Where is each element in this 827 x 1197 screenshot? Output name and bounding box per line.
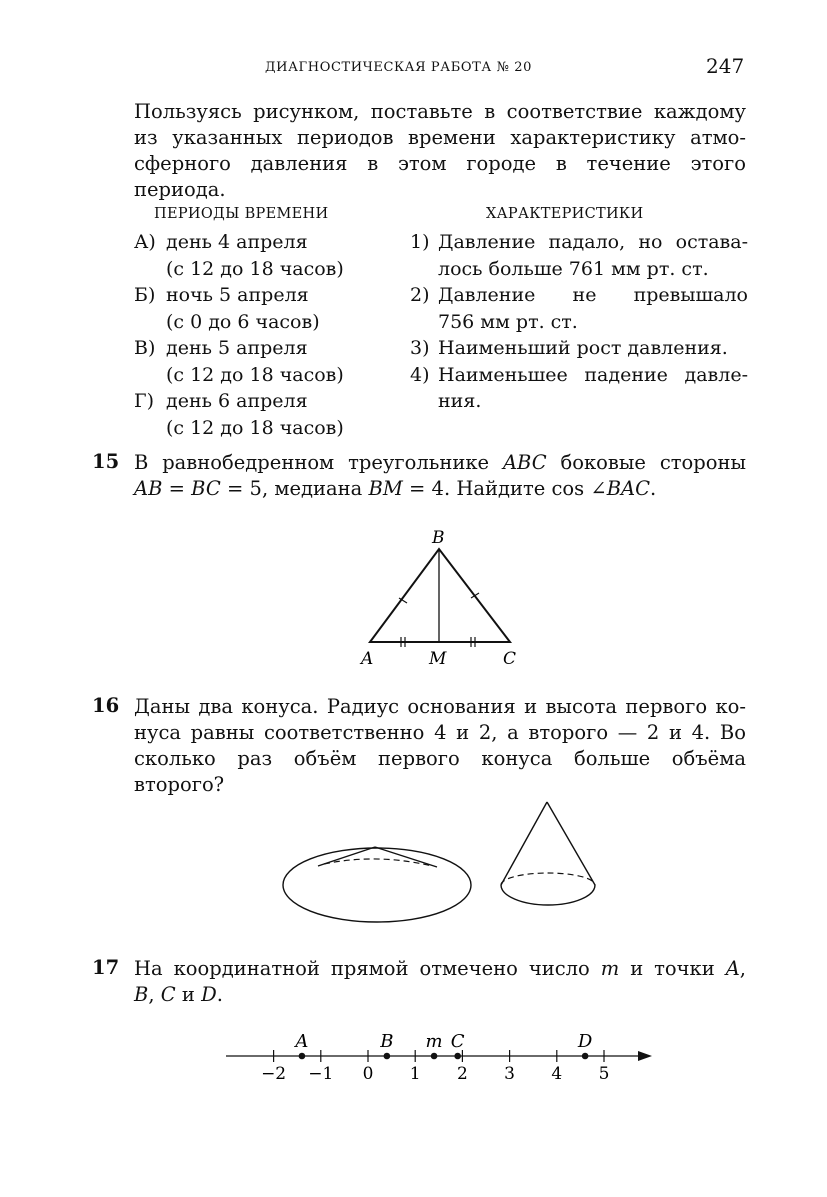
q17-line-2: B, C и D.	[134, 983, 223, 1006]
number-line-point-label: C	[450, 1031, 465, 1052]
period-line: ночь 5 апреля	[166, 284, 309, 306]
question-number-15: 15	[92, 450, 120, 473]
period-line: день 5 апреля	[166, 337, 308, 359]
q17-line-1: На координатной прямой отмечено число m и точки A,	[134, 957, 746, 980]
intro-line: Пользуясь рисунком, поставьте в соответствие каждому	[134, 100, 746, 123]
period-label: Г)	[134, 390, 154, 412]
number-line-tick-label: 0	[362, 1064, 374, 1084]
number-line-tick-label: 3	[504, 1064, 516, 1084]
number-line-point-d	[582, 1053, 589, 1060]
characteristic-label: 1)	[410, 231, 430, 253]
period-label: Б)	[134, 284, 156, 306]
question-number-16: 16	[92, 694, 120, 717]
period-line: (с 12 до 18 часов)	[166, 257, 344, 280]
characteristic-line: 756 мм рт. ст.	[438, 310, 578, 333]
number-line-point-label: B	[380, 1031, 394, 1052]
periods-header: ПЕРИОДЫ ВРЕМЕНИ	[154, 206, 329, 222]
number-line-tick-label: 2	[456, 1064, 468, 1084]
label-c: C	[503, 649, 517, 669]
number-line-tick-label: 4	[551, 1064, 563, 1084]
period-line: (с 12 до 18 часов)	[166, 363, 344, 386]
period-line: (с 0 до 6 часов)	[166, 310, 320, 333]
page-number: 247	[706, 54, 745, 78]
q16-line: сколько раз объём первого конуса больше объёма второго?	[134, 747, 746, 796]
number-line-point-b	[384, 1053, 391, 1060]
label-b: B	[432, 528, 445, 548]
characteristic-label: 4)	[410, 363, 430, 386]
question-number-17: 17	[92, 956, 120, 979]
period-line: (с 12 до 18 часов)	[166, 416, 344, 439]
number-line-point-c	[454, 1053, 461, 1060]
number-line-point-label: m	[425, 1031, 443, 1052]
q16-line: нуса равны соответственно 4 и 2, а второго — 2 и 4. Во	[134, 721, 746, 744]
number-line-point-a	[299, 1053, 306, 1060]
characteristic-line: Давление падало, но остава-	[438, 231, 748, 253]
number-line-tick-label: −1	[308, 1064, 334, 1084]
number-line-tick-label: 5	[598, 1064, 610, 1084]
q15-line-1: В равнобедренном треугольнике ABC боковые стороны	[134, 451, 747, 474]
number-line-point-label: D	[577, 1031, 593, 1052]
period-line: день 6 апреля	[166, 390, 308, 412]
number-line-point-m	[431, 1053, 438, 1060]
intro-line: сферного давления в этом городе в течение этого периода.	[134, 152, 746, 201]
running-header-title: ДИАГНОСТИЧЕСКАЯ РАБОТА № 20	[265, 60, 532, 75]
characteristic-line: Наименьшее падение давле-	[438, 363, 748, 386]
label-a: A	[361, 649, 374, 669]
label-m: M	[429, 649, 447, 669]
number-line-tick-label: −2	[261, 1064, 287, 1084]
characteristics-header: ХАРАКТЕРИСТИКИ	[486, 206, 644, 222]
characteristic-line: Давление не превышало	[438, 284, 748, 306]
period-label: А)	[134, 231, 156, 253]
number-line-tick-label: 1	[409, 1064, 421, 1084]
characteristic-line: Наименьший рост давления.	[438, 337, 728, 359]
characteristic-label: 2)	[410, 284, 430, 306]
q15-line-2: AB = BC = 5, медиана BM = 4. Найдите cos ∠BAC.	[134, 477, 657, 500]
characteristic-line: ния.	[438, 390, 482, 412]
characteristic-label: 3)	[410, 337, 430, 359]
number-line-point-label: A	[295, 1031, 309, 1052]
characteristic-line: лось больше 761 мм рт. ст.	[438, 257, 709, 280]
q16-line: Даны два конуса. Радиус основания и высота первого ко-	[134, 695, 746, 718]
number-line-arrow	[638, 1051, 652, 1061]
period-line: день 4 апреля	[166, 231, 308, 253]
period-label: В)	[134, 337, 156, 359]
intro-line: из указанных периодов времени характеристику атмо-	[134, 126, 746, 149]
